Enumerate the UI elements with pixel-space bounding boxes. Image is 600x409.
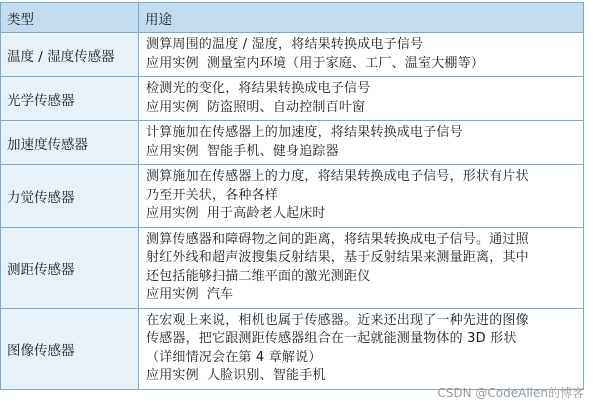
header-usage: 用途 [139,3,584,33]
sensor-type-cell: 图像传感器 [1,308,139,389]
sensor-table [0,2,584,390]
example-label: 应用实例 [146,55,199,71]
description-line: 测算周围的温度 / 湿度，将结果转换成电子信号 [146,37,424,52]
example-label: 应用实例 [146,99,199,115]
example-line [146,99,577,118]
example-line [146,55,577,74]
example-value: 测量室内环境（用于家庭、工厂、温室大棚等） [206,55,485,71]
sensor-type-cell: 加速度传感器 [1,121,139,165]
example-value: 用于高龄老人起床时 [206,206,326,221]
example-line [146,205,577,224]
example-value: 人脸识别、智能手机 [206,368,326,383]
description-line: 计算施加在传感器上的加速度，将结果转换成电子信号 [146,125,463,140]
description-line: 测算施加在传感器上的力度，将结果转换成电子信号，形状有片状 [146,169,529,184]
example-line [146,367,577,386]
sensor-type-cell: 光学传感器 [1,77,139,121]
description-line: 乃至开关状，各种各样 [146,187,279,203]
description-line: 测算传感器和障碍物之间的距离，将结果转换成电子信号。通过照 [146,231,529,247]
table-header-row [1,3,584,33]
example-line [146,143,577,162]
example-value: 汽车 [206,287,234,302]
example-value: 防盗照明、自动控制百叶窗 [206,99,366,115]
sensor-type-cell: 力觉传感器 [1,165,139,228]
header-type: 类型 [1,3,139,33]
example-label: 应用实例 [146,287,199,302]
table-row [1,33,584,77]
description-line: 还包括能够扫描二维平面的激光测距仪 [146,268,371,284]
example-value: 智能手机、健身追踪器 [206,143,339,159]
sensor-usage-cell [139,121,584,165]
table-row [1,227,584,308]
table-row [1,308,584,389]
sensor-usage-cell [139,308,584,389]
description-line: 传感器，把它跟测距传感器组合在一起就能测量物体的 3D 形状 [146,331,517,346]
sensor-type-cell: 温度 / 湿度传感器 [1,33,139,77]
example-label: 应用实例 [146,143,199,159]
watermark: CSDN @CodeAllen的博客 [437,386,584,400]
sensor-type-cell: 测距传感器 [1,227,139,308]
sensor-usage-cell [139,77,584,121]
description-line: 检测光的变化，将结果转换成电子信号 [146,81,371,96]
table-body [1,33,584,390]
example-label: 应用实例 [146,206,199,221]
description-line: （详细情况会在第 4 章解说） [146,349,322,365]
description-line: 在宏观上来说，相机也属于传感器。近来还出现了一种先进的图像 [146,312,529,328]
table-row [1,165,584,228]
example-line [146,286,577,305]
table-row [1,121,584,165]
sensor-usage-cell [139,227,584,308]
description-line: 射红外线和超声波搜集反射结果，基于反射结果来测量距离，其中 [146,250,529,265]
table-row [1,77,584,121]
sensor-usage-cell [139,165,584,228]
sensor-usage-cell [139,33,584,77]
example-label: 应用实例 [146,368,199,383]
